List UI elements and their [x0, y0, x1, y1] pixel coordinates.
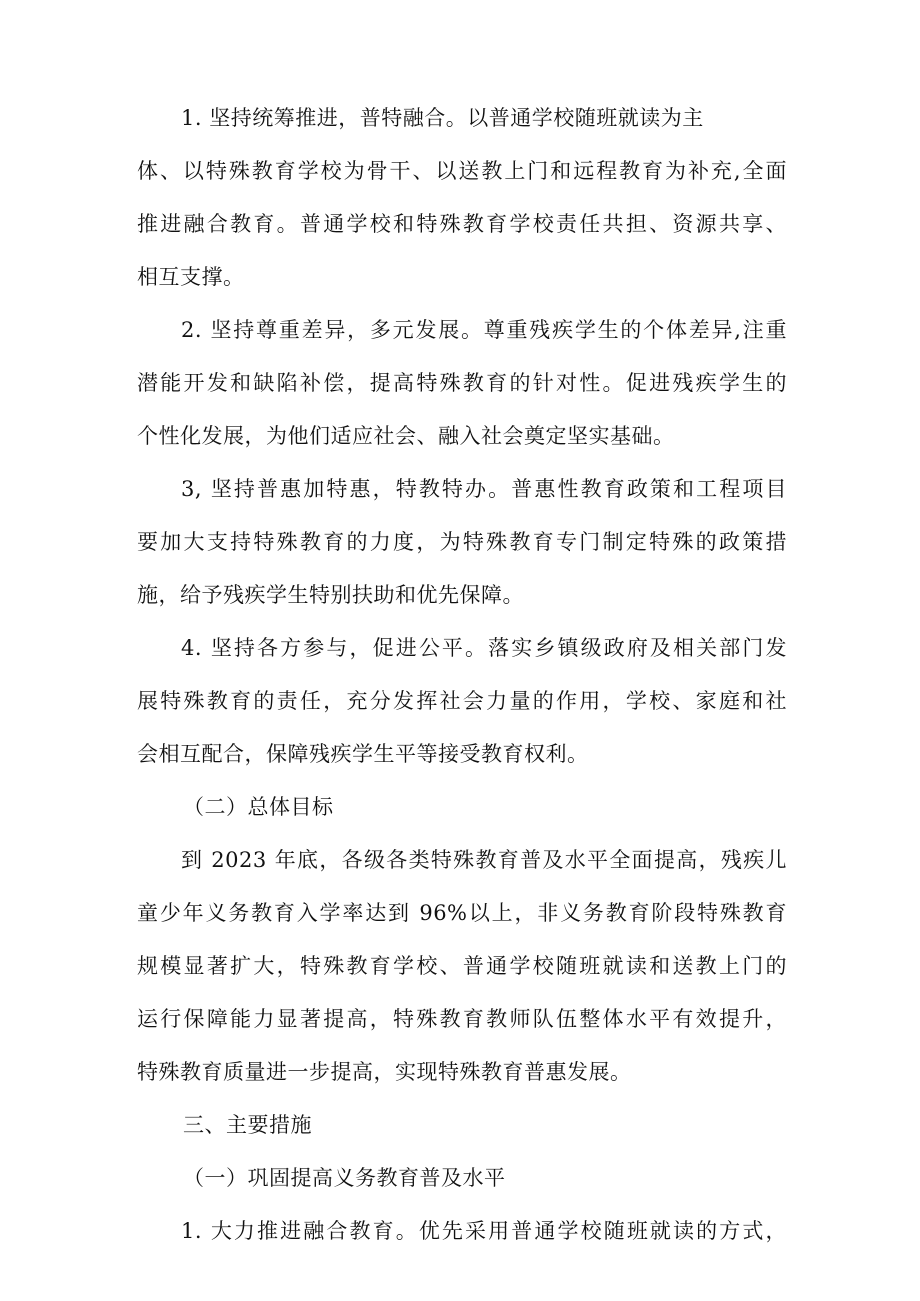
section-heading-overall-goals: （二）总体目标 [183, 795, 334, 819]
paragraph-5-line-3: 规模显著扩大，特殊教育学校、普通学校随班就读和送教上门的 [137, 954, 787, 978]
paragraph-4-line-1: 4. 坚持各方参与，促进公平。落实乡镇级政府及相关部门发 [181, 636, 787, 660]
paragraph-2-line-1: 2. 坚持尊重差异，多元发展。尊重残疾学生的个体差异,注重 [181, 318, 787, 342]
paragraph-5-line-5: 特殊教育质量进一步提高，实现特殊教育普惠发展。 [137, 1060, 632, 1084]
paragraph-2-line-3: 个性化发展，为他们适应社会、融入社会奠定坚实基础。 [137, 424, 675, 448]
paragraph-5-line-2: 童少年义务教育入学率达到 96%以上，非义务教育阶段特殊教育 [137, 901, 787, 925]
paragraph-5-line-1: 到 2023 年底，各级各类特殊教育普及水平全面提高，残疾儿 [181, 848, 787, 872]
paragraph-3-line-3: 施，给予残疾学生特别扶助和优先保障。 [137, 583, 524, 607]
subsection-heading-compulsory-education: （一）巩固提高义务教育普及水平 [183, 1166, 506, 1190]
document-body [137, 92, 787, 1258]
paragraph-1-line-3: 推进融合教育。普通学校和特殊教育学校责任共担、资源共享、 [137, 212, 787, 236]
section-heading-main-measures: 三、主要措施 [183, 1113, 312, 1137]
paragraph-4-line-2: 展特殊教育的责任，充分发挥社会力量的作用，学校、家庭和社 [137, 689, 787, 713]
paragraph-3-line-1: 3, 坚持普惠加特惠，特教特办。普惠性教育政策和工程项目 [181, 477, 787, 501]
paragraph-6-line-1: 1. 大力推进融合教育。优先采用普通学校随班就读的方式， [181, 1219, 787, 1243]
paragraph-2-line-2: 潜能开发和缺陷补偿，提高特殊教育的针对性。促进残疾学生的 [137, 371, 787, 395]
paragraph-1-line-1: 1. 坚持统筹推进，普特融合。以普通学校随班就读为主 [181, 106, 704, 130]
paragraph-1-line-2: 体、以特殊教育学校为骨干、以送教上门和远程教育为补充,全面 [137, 159, 787, 183]
paragraph-3-line-2: 要加大支持特殊教育的力度，为特殊教育专门制定特殊的政策措 [137, 530, 787, 554]
paragraph-5-line-4: 运行保障能力显著提高，特殊教育教师队伍整体水平有效提升， [137, 1007, 787, 1031]
paragraph-4-line-3: 会相互配合，保障残疾学生平等接受教育权利。 [137, 742, 589, 766]
paragraph-1-line-4: 相互支撑。 [137, 265, 245, 289]
